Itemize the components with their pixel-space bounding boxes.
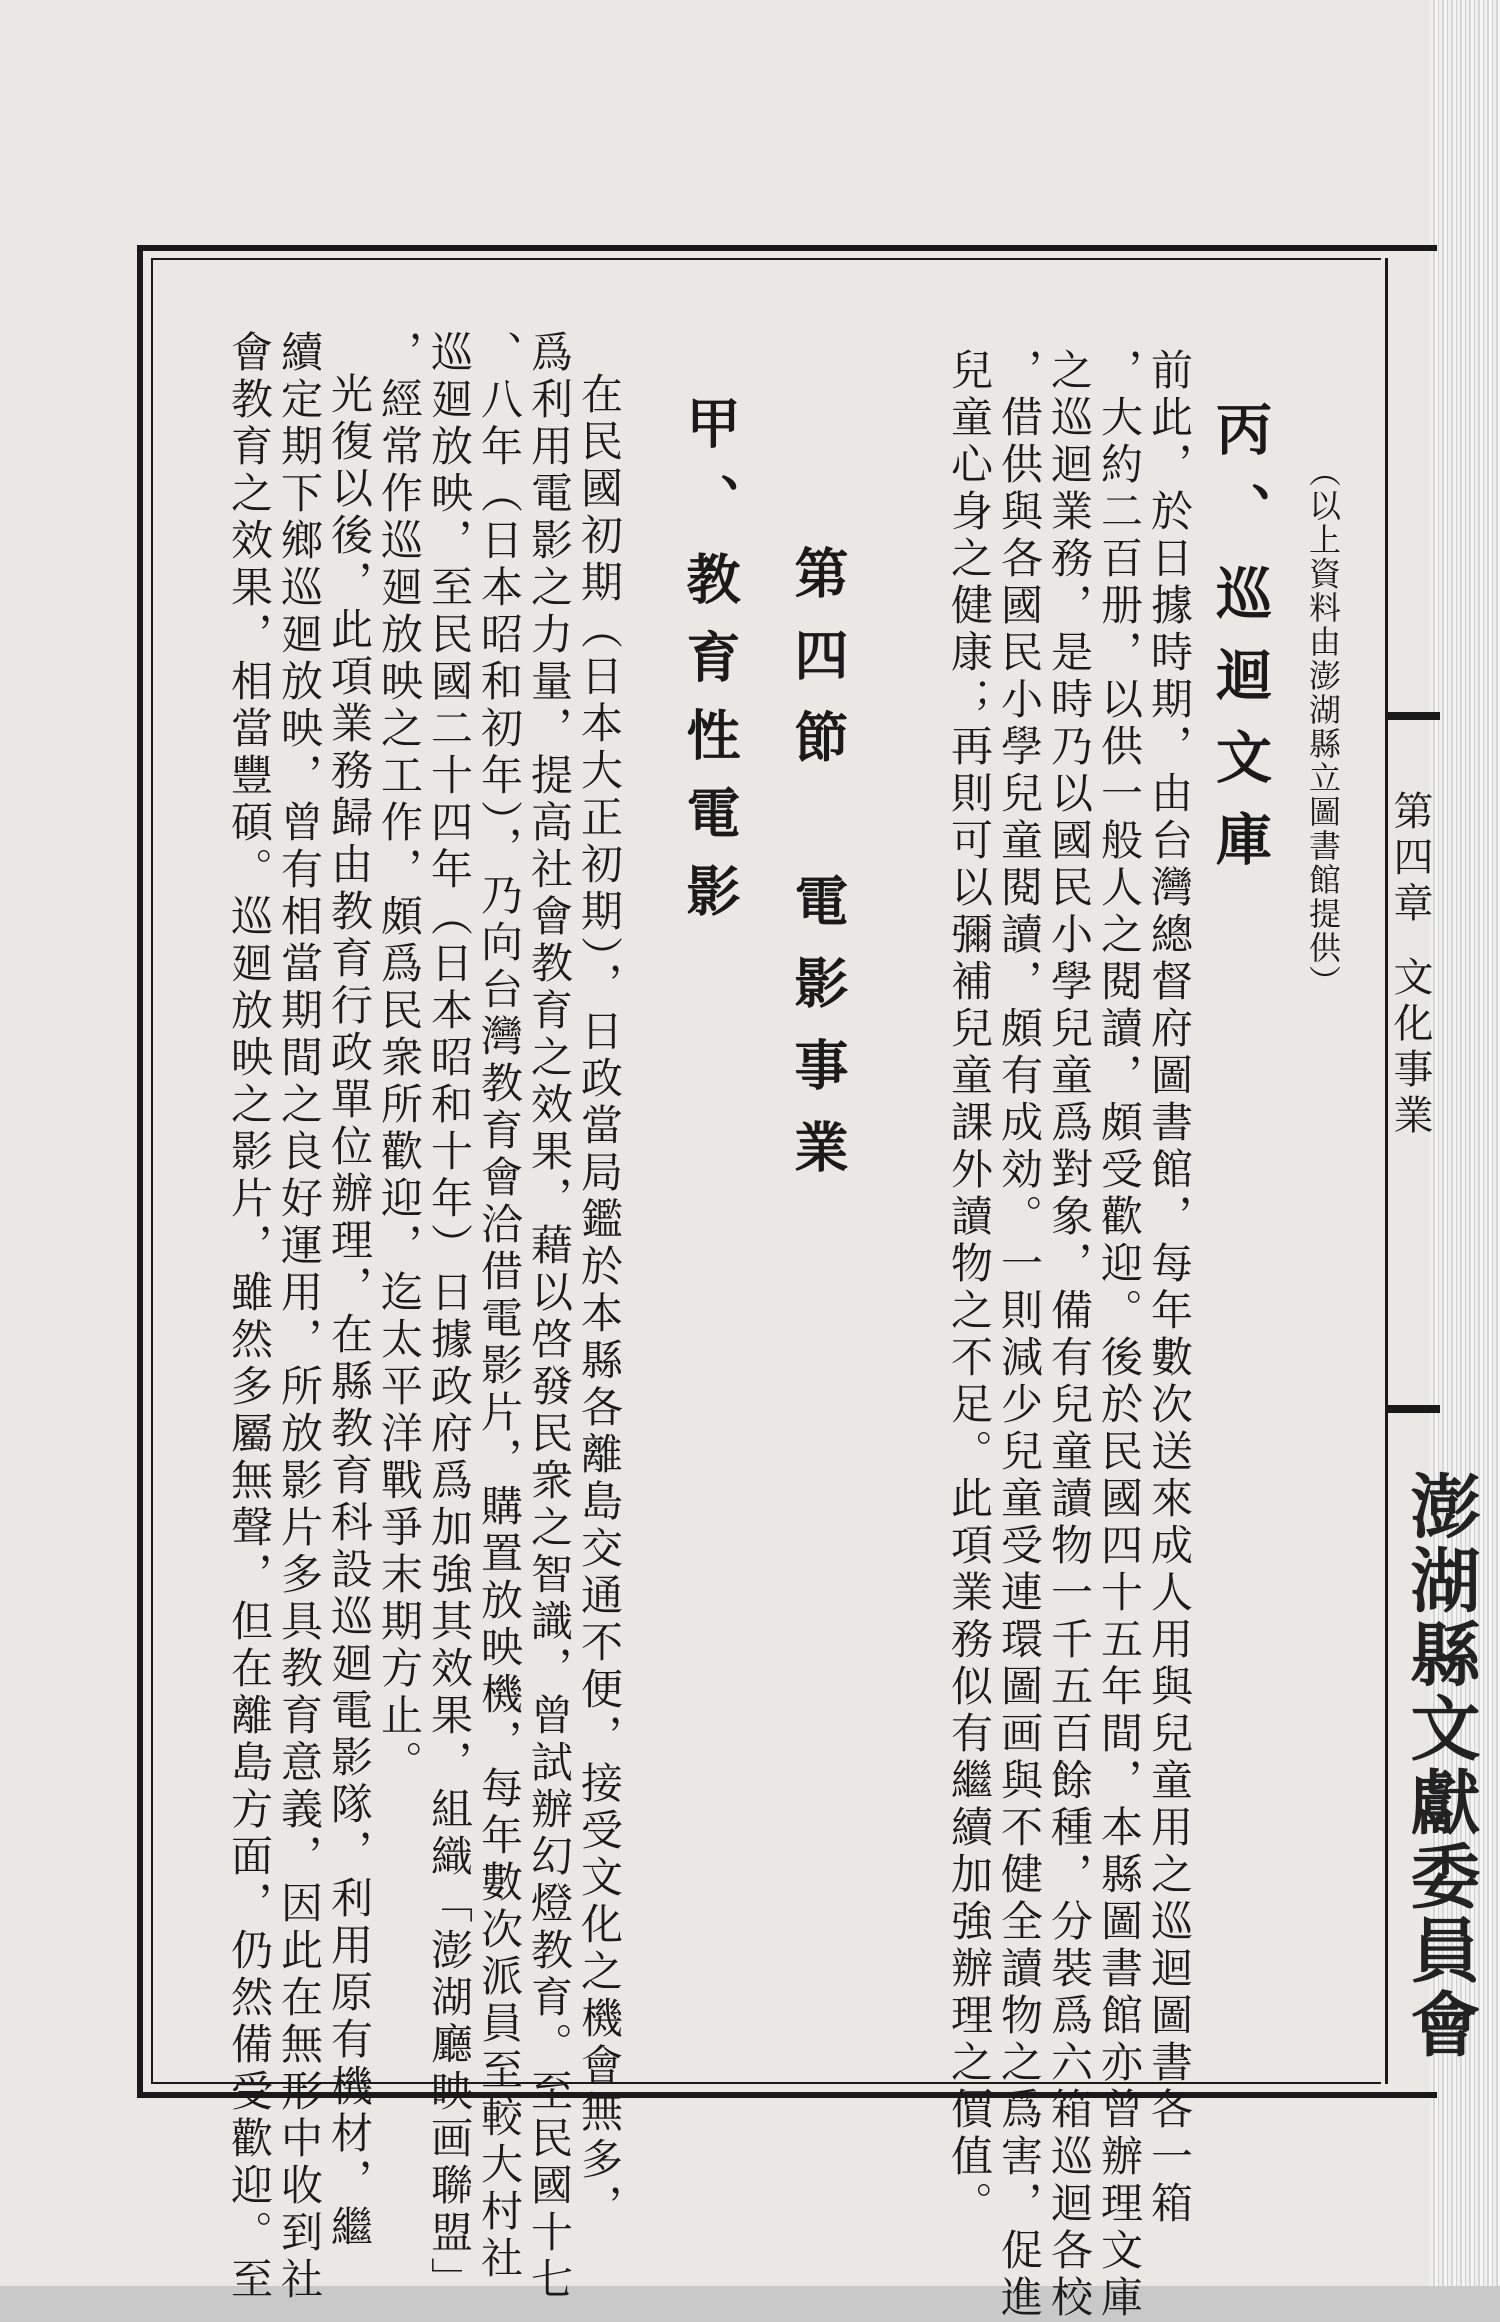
paragraph-line: 之巡迴業務，是時乃以國民小學兒童爲對象，備有兒童讀物一千五百餘種，分裝爲六箱巡迴各校	[1045, 348, 1094, 2322]
header-tick-top	[1388, 712, 1440, 720]
paragraph-line: ，大約二百册，以供一般人之閱讀，頗受歡迎。後於民國四十五年間，本縣圖書館亦曾辦理文庫	[1095, 348, 1144, 2322]
chapter-label: 第四章	[1387, 790, 1433, 928]
paragraph-line: 續定期下鄉巡廻放映，曾有相當期間之良好運用，所放影片多具教育意義，因此在無形中收到社	[275, 330, 324, 2304]
paragraph-line: 巡廻放映，至民國二十四年（日本昭和十年）日據政府爲加強其效果，組織「澎湖廳映画聯盟」	[425, 330, 474, 2304]
paragraph-line: 光復以後，此項業務歸由教育行政單位辦理，在縣教育科設巡廻電影隊，利用原有機材，繼	[325, 372, 374, 2252]
book-title: 澎湖縣文獻委員會	[1399, 1470, 1482, 2062]
section-heading: 第四節 電影事業	[786, 545, 850, 1201]
header-tick-bottom	[1388, 1405, 1440, 1413]
paragraph-line: 爲利用電影之力量，提高社會教育之效果，藉以啓發民衆之智識，曾試辦幻燈教育。至民國十七	[525, 330, 574, 2304]
paragraph-line: 在民國初期（日本大正初期），日政當局鑑於本縣各離島交通不便，接受文化之機會無多，	[575, 372, 624, 2231]
running-head	[1382, 790, 1439, 1140]
running-head-rule	[1385, 258, 1388, 2084]
chapter-title: 文化事業	[1387, 956, 1433, 1140]
paragraph-line: ，借供與各國民小學兒童閱讀，頗有成効。一則減少兒童受連環圖画與不健全讀物之爲害，促進	[995, 348, 1044, 2322]
subsection-heading-bing: 丙、巡迴文庫	[1207, 400, 1273, 892]
paragraph-line: 、八年（日本昭和初年），乃向台灣教育會洽借電影片，購置放映機，每年數次派員至較大村社	[475, 330, 524, 2283]
paragraph-line: ，經常作巡廻放映之工作，頗爲民衆所歡迎，迄太平洋戰爭末期方止。	[375, 330, 424, 1787]
subsection-heading-jia: 甲、教育性電影	[678, 395, 742, 941]
paragraph-line: 兒童心身之健康；再則可以彌補兒童課外讀物之不足。此項業務似有繼續加強辦理之價值。	[945, 348, 994, 2228]
paragraph-line: 前此，於日據時期，由台灣總督府圖書館，每年數次送來成人用與兒童用之巡迴圖書各一箱	[1145, 348, 1194, 2228]
source-note: （以上資料由澎湖縣立圖書館提供）	[1304, 455, 1342, 999]
paragraph-line: 會教育之效果，相當豐碩。巡廻放映之影片，雖然多屬無聲，但在離島方面，仍然備受歡迎。至	[225, 330, 274, 2304]
